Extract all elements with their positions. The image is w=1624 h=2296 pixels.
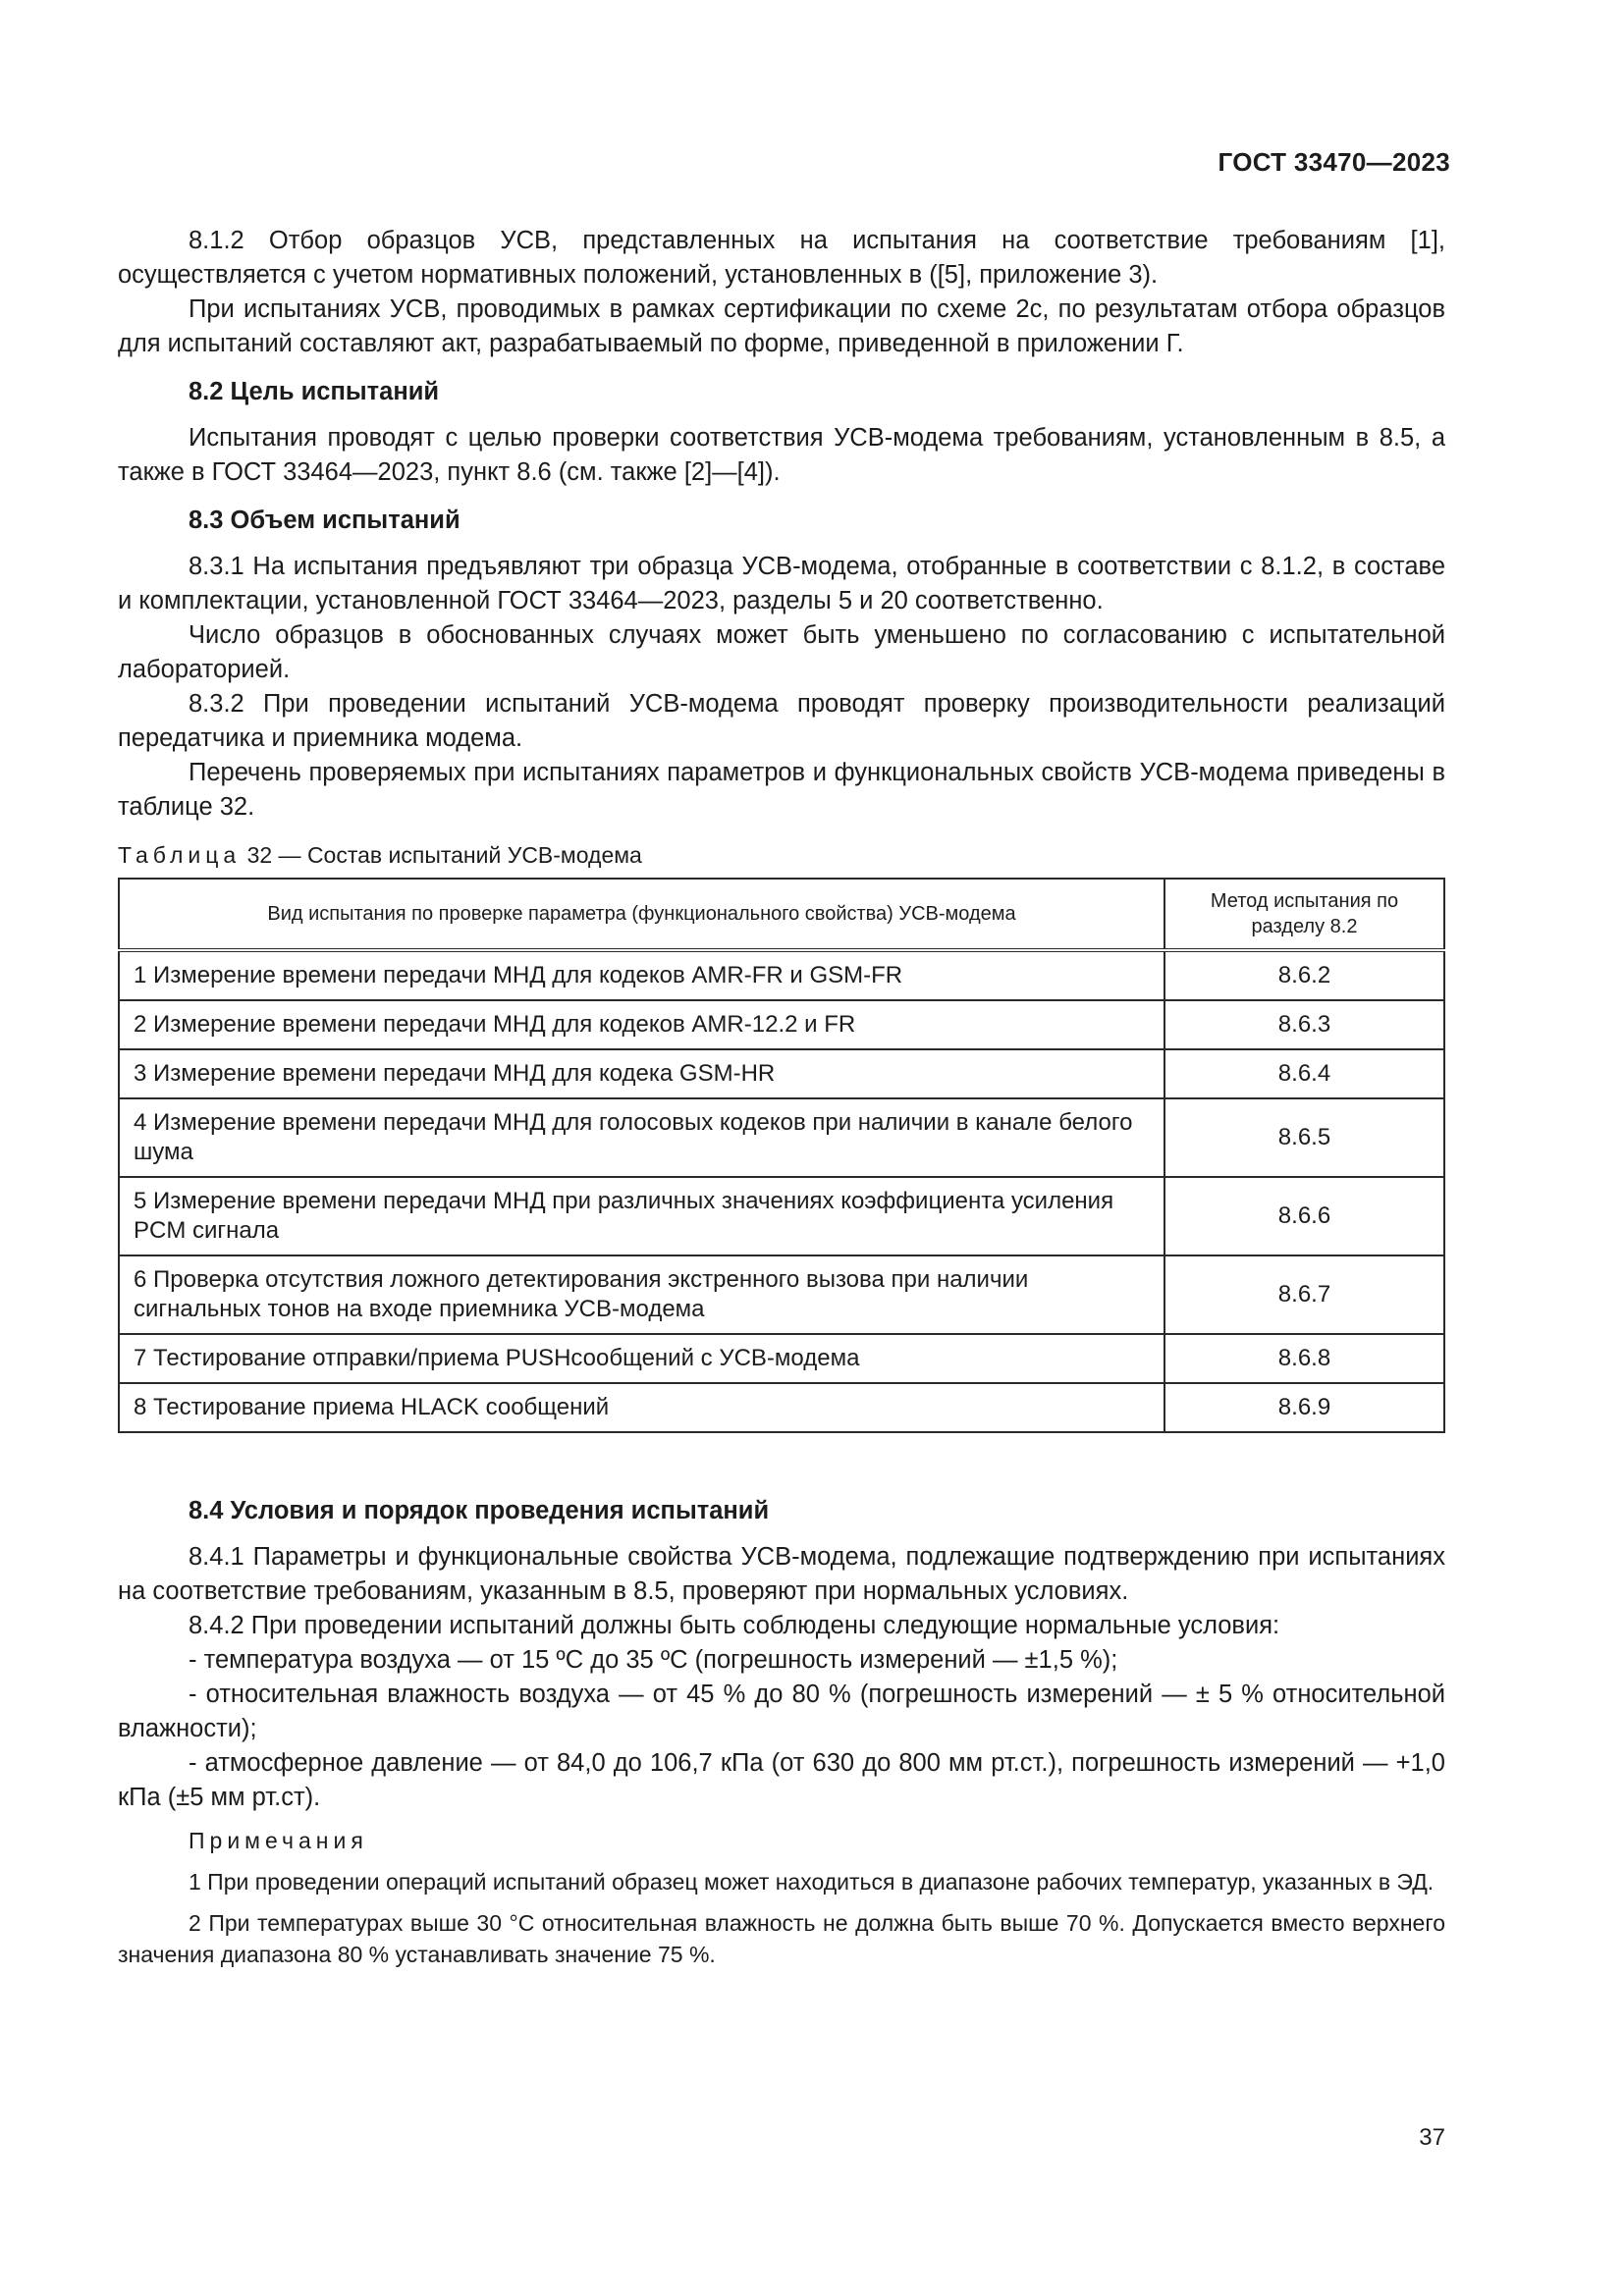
table-row (119, 1334, 1444, 1383)
table-caption-text: 32 — Состав испытаний УСВ-модема (246, 842, 642, 868)
document-id: ГОСТ 33470—2023 (1218, 147, 1450, 177)
table-cell-test-name: 2 Измерение времени передачи МНД для кодеков AMR-12.2 и FR (119, 1000, 1164, 1049)
condition-temperature: - температура воздуха — от 15 ºС до 35 ºС (погрешность измерений — ±1,5 %); (189, 1646, 1118, 1674)
table-cell-test-name: 3 Измерение времени передачи МНД для кодека GSM-HR (119, 1049, 1164, 1098)
table-cell-method: 8.6.4 (1164, 1049, 1444, 1098)
table-row (119, 1255, 1444, 1334)
table-cell-method: 8.6.5 (1164, 1098, 1444, 1177)
table-cell-method: 8.6.7 (1164, 1255, 1444, 1334)
paragraph-sample-count: Число образцов в обоснованных случаях может быть уменьшено по согласованию с испытательной лабораторией. (118, 621, 1445, 683)
paragraph-8-4-1: 8.4.1 Параметры и функциональные свойства УСВ-модема, подлежащие подтверждению при испытаниях на соответствие требованиям, указанным в 8.5, проверяют при нормальных условиях. (118, 1543, 1445, 1605)
table-caption (118, 840, 1445, 870)
table-header-method: Метод испытания по разделу 8.2 (1164, 879, 1444, 950)
notes-title: Примечания (189, 1828, 368, 1853)
paragraph-8-3-1: 8.3.1 На испытания предъявляют три образца УСВ-модема, отобранные в соответствии с 8.1.2, в составе и комплектации, установленной ГОСТ 33464—2023, разделы 5 и 20 соответственно. (118, 553, 1445, 614)
condition-pressure: - атмосферное давление — от 84,0 до 106,7 кПа (от 630 до 800 мм рт.ст.), погрешность измерений — +1,0 кПа (±5 мм рт.ст). (118, 1749, 1445, 1811)
note-item: 2 При температурах выше 30 °С относительная влажность не должна быть выше 70 %. Допускается вместо верхнего значения диапазона 80 % устанавливать значение 75 %. (118, 1910, 1445, 1967)
table-cell-test-name: 4 Измерение времени передачи МНД для голосовых кодеков при наличии в канале белого шума (119, 1098, 1164, 1177)
heading-8-2: 8.2 Цель испытаний (189, 378, 440, 405)
table-cell-test-name: 8 Тестирование приема HLACK сообщений (119, 1383, 1164, 1432)
heading-8-4: 8.4 Условия и порядок проведения испытаний (189, 1497, 770, 1524)
table-32 (118, 878, 1445, 1433)
table-cell-method: 8.6.3 (1164, 1000, 1444, 1049)
table-row (119, 1098, 1444, 1177)
table-header-test-type: Вид испытания по проверке параметра (функционального свойства) УСВ-модема (119, 879, 1164, 950)
page-content (118, 224, 1445, 1970)
table-row (119, 1383, 1444, 1432)
table-cell-method: 8.6.6 (1164, 1177, 1444, 1255)
table-row (119, 1049, 1444, 1098)
heading-8-3: 8.3 Объем испытаний (189, 507, 460, 534)
table-cell-test-name: 1 Измерение времени передачи МНД для кодеков AMR-FR и GSM-FR (119, 950, 1164, 1000)
note-item: 1 При проведении операций испытаний образец может находиться в диапазоне рабочих температур, указанных в ЭД. (189, 1869, 1435, 1895)
paragraph-table-reference: Перечень проверяемых при испытаниях параметров и функциональных свойств УСВ-модема приведены в таблице 32. (118, 759, 1445, 821)
table-row (119, 1177, 1444, 1255)
table-caption-prefix: Таблица (118, 842, 242, 868)
table-header-row (119, 879, 1444, 950)
paragraph-8-4-2: 8.4.2 При проведении испытаний должны быть соблюдены следующие нормальные условия: (189, 1612, 1280, 1639)
table-row (119, 1000, 1444, 1049)
table-cell-method: 8.6.2 (1164, 950, 1444, 1000)
table-cell-method: 8.6.8 (1164, 1334, 1444, 1383)
table-cell-test-name: 5 Измерение времени передачи МНД при различных значениях коэффициента усиления PCM сигнала (119, 1177, 1164, 1255)
paragraph-8-3-2: 8.3.2 При проведении испытаний УСВ-модема проводят проверку производительности реализаций передатчика и приемника модема. (118, 690, 1445, 752)
page-number: 37 (1419, 2124, 1445, 2151)
paragraph-8-2-purpose: Испытания проводят с целью проверки соответствия УСВ-модема требованиям, установленным в 8.5, а также в ГОСТ 33464—2023, пункт 8.6 (см. также [2]—[4]). (118, 424, 1445, 486)
table-cell-method: 8.6.9 (1164, 1383, 1444, 1432)
condition-humidity: - относительная влажность воздуха — от 45 % до 80 % (погрешность измерений — ± 5 % относительной влажности); (118, 1681, 1445, 1742)
table-row (119, 950, 1444, 1000)
paragraph-8-1-2: 8.1.2 Отбор образцов УСВ, представленных на испытания на соответствие требованиям [1], осуществляется с учетом нормативных положений, установленных в ([5], приложение 3). (118, 227, 1445, 289)
table-cell-test-name: 7 Тестирование отправки/приема PUSHсообщений с УСВ-модема (119, 1334, 1164, 1383)
table-cell-test-name: 6 Проверка отсутствия ложного детектирования экстренного вызова при наличии сигнальных тонов на входе приемника УСВ-модема (119, 1255, 1164, 1334)
paragraph-certification-act: При испытаниях УСВ, проводимых в рамках сертификации по схеме 2с, по результатам отбора образцов для испытаний составляют акт, разрабатываемый по форме, приведенной в приложении Г. (118, 295, 1445, 357)
